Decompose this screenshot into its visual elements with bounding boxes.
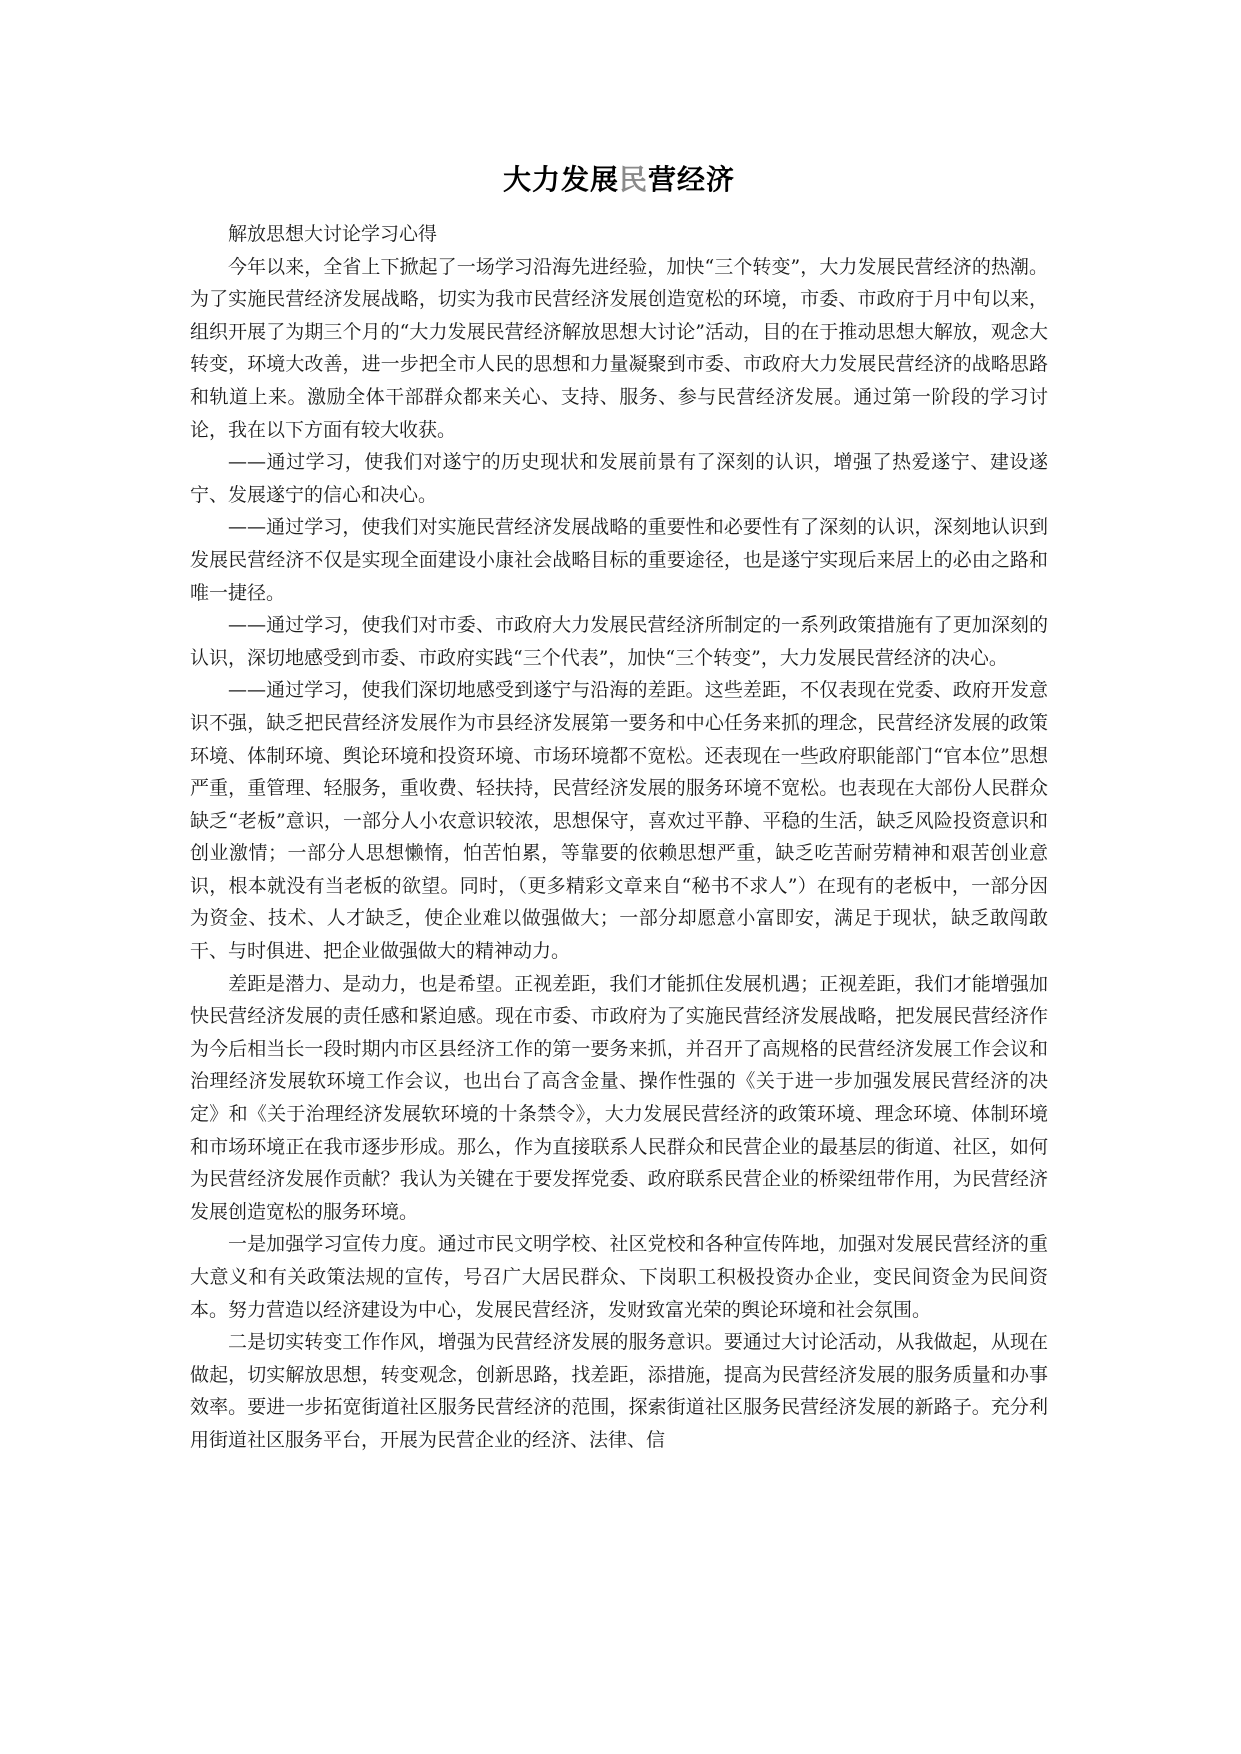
body-paragraph: 二是切实转变工作作风，增强为民营经济发展的服务意识。要通过大讨论活动，从我做起，从现在做起，切实解放思想，转变观念，创新思路，找差距，添措施，提高为民营经济发展的服务质量和办事效率。要进一步拓宽街道社区服务民营经济的范围，探索街道社区服务民营经济发展的新路子。充分利用街道社区服务平台，开展为民营企业的经济、法律、信: [190, 1331, 1048, 1451]
body-paragraph: ——通过学习，使我们深切地感受到遂宁与沿海的差距。这些差距，不仅表现在党委、政府开发意识不强，缺乏把民营经济发展作为市县经济发展第一要务和中心任务来抓的理念，民营经济发展的政策环境、体制环境、舆论环境和投资环境、市场环境都不宽松。还表现在一些政府职能部门“官本位”思想严重，重管理、轻服务，重收费、轻扶持，民营经济发展的服务环境不宽松。也表现在大部份人民群众缺乏“老板”意识，一部分人小农意识较浓，思想保守，喜欢过平静、平稳的生活，缺乏风险投资意识和创业激情；一部分人思想懒惰，怕苦怕累，等靠要的依赖思想严重，缺乏吃苦耐劳精神和艰苦创业意识，根本就没有当老板的欲望。同时，（更多精彩文章来自“秘书不求人”）在现有的老板中，一部分因为资金、技术、人才缺乏，使企业难以做强做大；一部分却愿意小富即安，满足于现状，缺乏敢闯敢干、与时俱进、把企业做强做大的精神动力。: [190, 679, 1048, 963]
body-paragraph: ——通过学习，使我们对遂宁的历史现状和发展前景有了深刻的认识，增强了热爱遂宁、建设遂宁、发展遂宁的信心和决心。: [190, 451, 1048, 506]
body-paragraph: ——通过学习，使我们对市委、市政府大力发展民营经济所制定的一系列政策措施有了更加深刻的认识，深切地感受到市委、市政府实践“三个代表”，加快“三个转变”，大力发展民营经济的决心。: [190, 614, 1048, 669]
document-title: [190, 160, 1048, 200]
title-suffix: 营经济: [648, 163, 736, 196]
body-paragraph: ——通过学习，使我们对实施民营经济发展战略的重要性和必要性有了深刻的认识，深刻地认识到发展民营经济不仅是实现全面建设小康社会战略目标的重要途径，也是遂宁实现后来居上的必由之路和唯一捷径。: [190, 516, 1048, 604]
title-prefix: 大力发展: [502, 163, 619, 196]
body-paragraph: 今年以来，全省上下掀起了一场学习沿海先进经验，加快“三个转变”，大力发展民营经济的热潮。为了实施民营经济发展战略，切实为我市民营经济发展创造宽松的环境，市委、市政府于月中旬以来，组织开展了为期三个月的“大力发展民营经济解放思想大讨论”活动，目的在于推动思想大解放，观念大转变，环境大改善，进一步把全市人民的思想和力量凝聚到市委、市政府大力发展民营经济的战略思路和轨道上来。激励全体干部群众都来关心、支持、服务、参与民营经济发展。通过第一阶段的学习讨论，我在以下方面有较大收获。: [190, 255, 1048, 441]
body-paragraph: 差距是潜力、是动力，也是希望。正视差距，我们才能抓住发展机遇；正视差距，我们才能增强加快民营经济发展的责任感和紧迫感。现在市委、市政府为了实施民营经济发展战略，把发展民营经济作为今后相当长一段时期内市区县经济工作的第一要务来抓，并召开了高规格的民营经济发展工作会议和治理经济发展软环境工作会议，也出台了高含金量、操作性强的《关于进一步加强发展民营经济的决定》和《关于治理经济发展软环境的十条禁令》，大力发展民营经济的政策环境、理念环境、体制环境和市场环境正在我市逐步形成。那么，作为直接联系人民群众和民营企业的最基层的街道、社区，如何为民营经济发展作贡献？我认为关键在于要发挥党委、政府联系民营企业的桥梁纽带作用，为民营经济发展创造宽松的服务环境。: [190, 972, 1048, 1223]
document-page: [190, 160, 1048, 1457]
subtitle-paragraph: 解放思想大讨论学习心得: [228, 223, 438, 245]
title-highlight: 民: [618, 163, 648, 196]
body-paragraph: 一是加强学习宣传力度。通过市民文明学校、社区党校和各种宣传阵地，加强对发展民营经济的重大意义和有关政策法规的宣传，号召广大居民群众、下岗职工积极投资办企业，变民间资金为民间资本。努力营造以经济建设为中心，发展民营经济，发财致富光荣的舆论环境和社会氛围。: [190, 1233, 1048, 1321]
